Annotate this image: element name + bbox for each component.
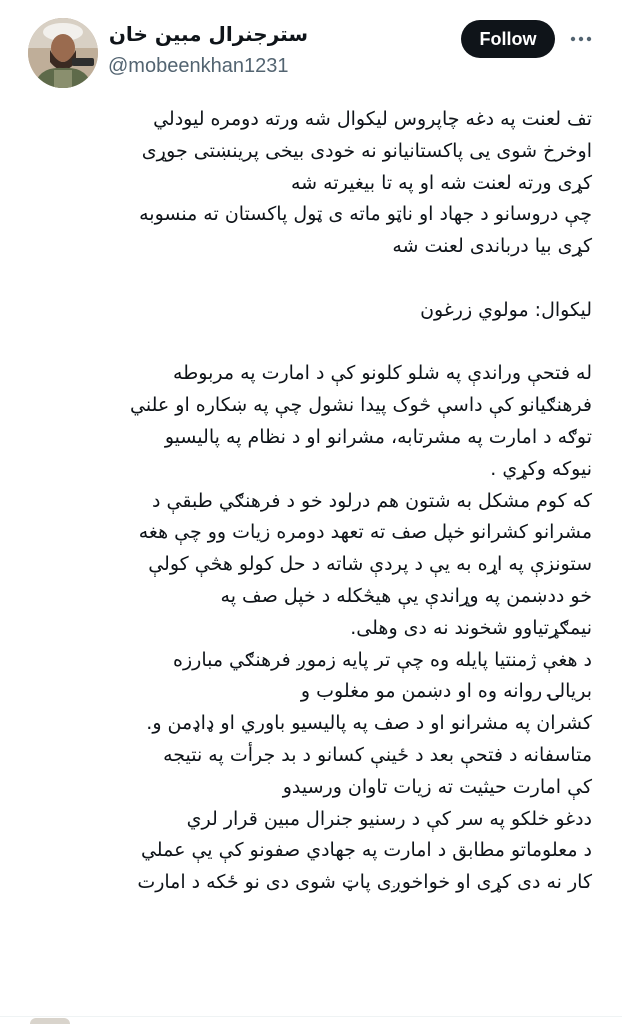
tweet-line: فرهنګيانو کې داسې څوک پيدا نشول چې په ښکاره او علني: [130, 394, 592, 417]
tweet-line: اوخرخ شوی يی پاکستانيانو نه خودی بيخی پرينښتی جوړی: [141, 139, 592, 162]
tweet-header: [0, 0, 622, 90]
tweet-line: ستونزې په اړه به يې د پردې شاته د حل کولو هڅې کولې: [148, 553, 592, 576]
author-handle[interactable]: @mobeenkhan1231: [108, 55, 289, 77]
tweet-line: ددغو خلکو په سر کې د رسنيو جنرال مبين قرار لري: [186, 807, 592, 830]
tweet-line: مشرانو کشرانو خپل صف ته تعهد دومره زيات وو چې هغه: [138, 521, 592, 544]
tweet-line: کړی ورته لعنت شه او په تا بيغيرته شه: [291, 171, 592, 194]
tweet-line: ليکوال: مولوي زرغون: [420, 298, 592, 321]
tweet-line: خو ددښمن په وړاندې يې هيڅکله د خپل صف په: [220, 584, 592, 607]
tweet-blank-line: [16, 327, 592, 359]
tweet-blank-line: [16, 263, 592, 295]
divider: [0, 1016, 622, 1017]
tweet-line: کار نه دی کړی او خواخوږی پاټ شوی دی نو ځکه د امارت: [137, 871, 592, 894]
more-horizontal-icon[interactable]: [566, 24, 596, 54]
tweet-line: کې امارت حيثيت ته زيات تاوان ورسيدو: [282, 775, 592, 798]
tweet-line: د هغې ژمنتيا پايله وه چې تر پايه زموږ فرهنګي مبارزه: [173, 648, 592, 671]
tweet-line: نيمګړتياوو شخوند نه دی وهلی.: [350, 616, 592, 639]
tweet-line: د معلوماتو مطابق د امارت په جهادي صفونو کې يې عملي: [140, 839, 592, 862]
tweet-line: کشران په مشرانو او د صف په پاليسيو باوري او ډاډمن و.: [146, 712, 592, 735]
avatar[interactable]: [28, 18, 98, 88]
tweet-line: که کوم مشکل به شتون هم درلود خو د فرهنګي طبقې د: [152, 489, 592, 512]
tweet-line: له فتحې وراندې په شلو کلونو کې د امارت په مربوطه: [172, 362, 592, 385]
tweet-text: [16, 104, 592, 899]
profile-photo-icon: [28, 18, 98, 88]
tweet-line: نيوکه وکړي .: [490, 457, 592, 480]
tweet-line: چې دروسانو د جهاد او ناټو ماته ی ټول پاکستان ته منسوبه: [139, 203, 592, 226]
follow-button[interactable]: Follow: [461, 20, 555, 58]
tweet-line: بريالۍ روانه وه او دښمن مو مغلوب و: [300, 680, 592, 703]
author-display-name[interactable]: سترجنرال مبين خان: [108, 22, 308, 46]
tweet-line: تف لعنت په دغه چاپروس ليکوال شه ورته دومره ليودلي: [153, 108, 592, 130]
tweet-line: کړی بيا درباندی لعنت شه: [392, 235, 592, 258]
tweet-line: متاسفانه د فتحې بعد د ځينې کسانو د بد جرأت په نتيجه: [163, 743, 592, 766]
next-tweet-avatar: [30, 1018, 70, 1024]
tweet-line: توګه د امارت په مشرتابه، مشرانو او د نظام په پاليسيو: [164, 425, 592, 448]
